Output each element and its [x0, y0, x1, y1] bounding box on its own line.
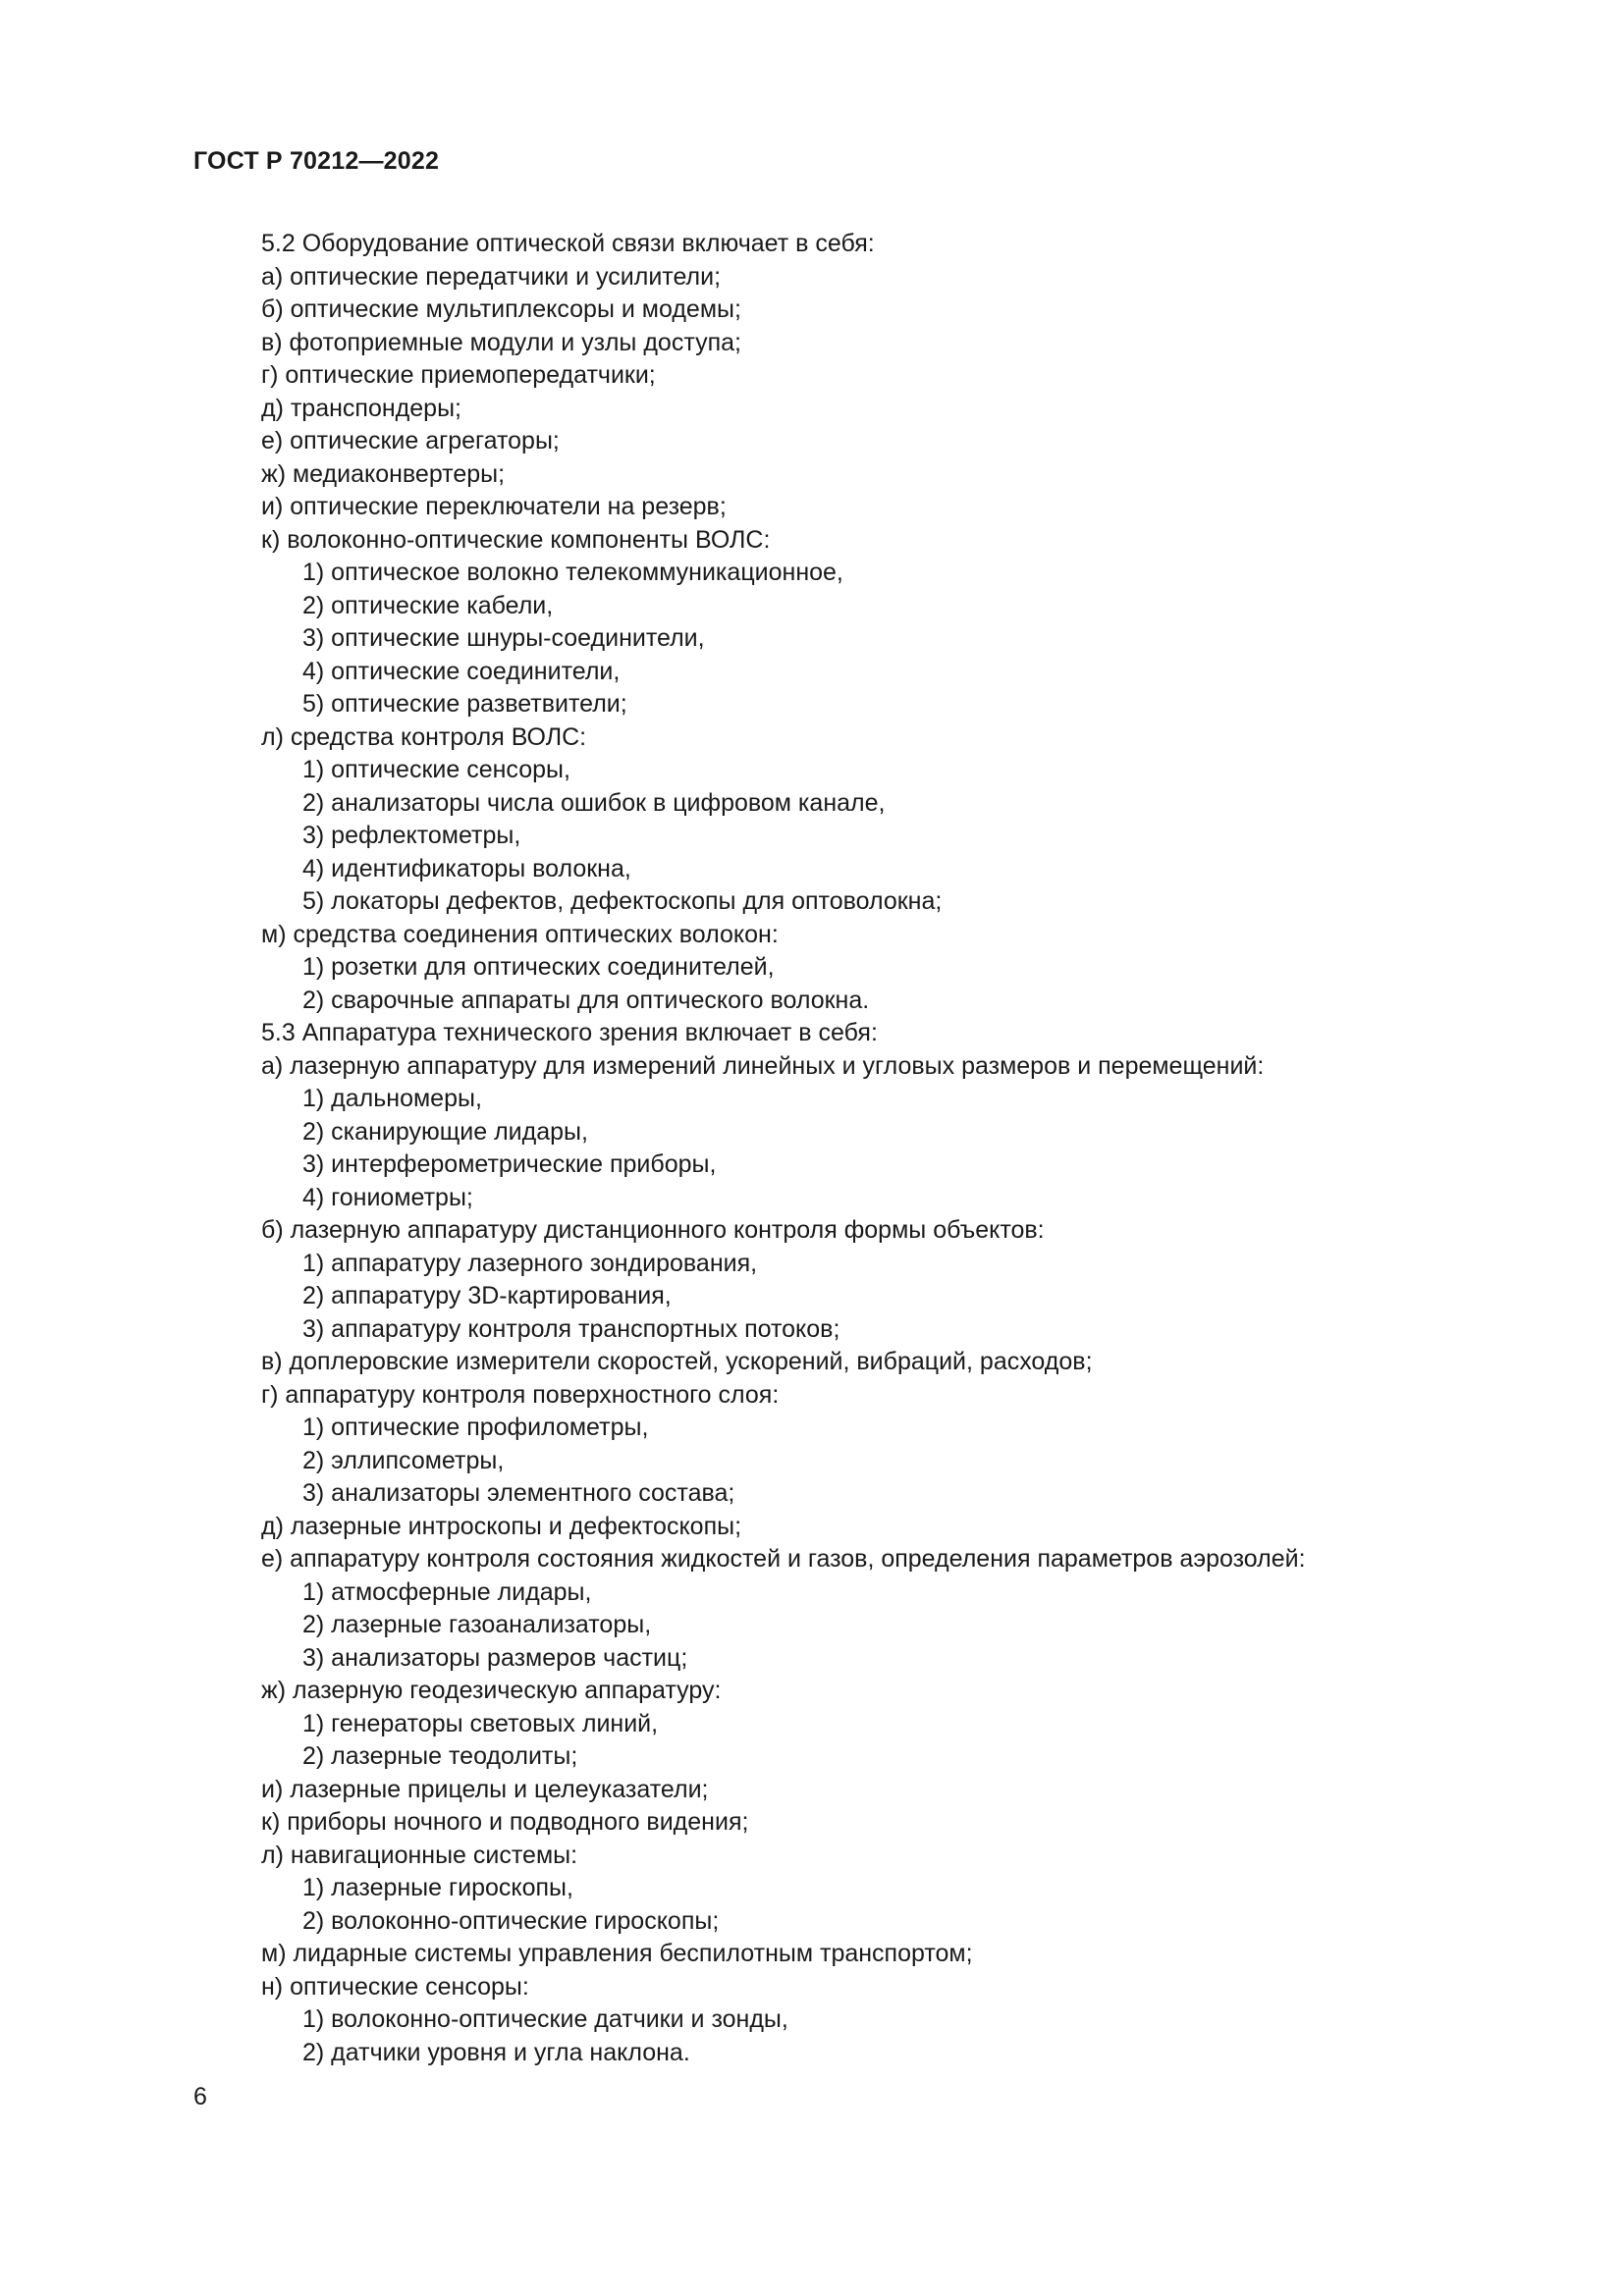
list-subitem: 1) дальномеры,	[302, 1085, 482, 1112]
document-header: ГОСТ Р 70212—2022	[193, 147, 440, 175]
list-item: е) аппаратуру контроля состояния жидкостей и газов, определения параметров аэрозолей:	[261, 1545, 1306, 1573]
list-item: м) средства соединения оптических волокон:	[261, 920, 779, 948]
list-item: 5.3 Аппаратура технического зрения включает в себя:	[261, 1019, 878, 1046]
list-subitem: 3) аппаратуру контроля транспортных потоков;	[302, 1314, 840, 1343]
list-subitem: 1) атмосферные лидары,	[302, 1577, 592, 1606]
list-subitem: 2) лазерные теодолиты;	[302, 1742, 578, 1770]
list-item: а) оптические передатчики и усилители;	[261, 262, 722, 291]
list-subitem: 1) волоконно-оптические датчики и зонды,	[302, 2005, 788, 2033]
list-subitem: 3) оптические шнуры-соединители,	[302, 624, 705, 652]
list-item: г) аппаратуру контроля поверхностного слоя:	[261, 1380, 780, 1409]
list-subitem: 1) лазерные гироскопы,	[302, 1874, 573, 1901]
list-subitem: 1) генераторы световых линий,	[302, 1709, 659, 1737]
list-subitem: 2) аппаратуру 3D-картирования,	[302, 1282, 672, 1309]
list-subitem: 5) оптические разветвители;	[302, 690, 627, 718]
list-subitem: 1) аппаратуру лазерного зондирования,	[302, 1249, 758, 1277]
list-item: к) волоконно-оптические компоненты ВОЛС:	[261, 525, 771, 554]
list-subitem: 2) сканирующие лидары,	[302, 1117, 588, 1146]
document-body	[261, 228, 1469, 2069]
list-subitem: 1) оптическое волокно телекоммуникационное,	[302, 559, 843, 586]
list-subitem: 4) гониометры;	[302, 1183, 473, 1211]
list-subitem: 2) волоконно-оптические гироскопы;	[302, 1906, 720, 1935]
list-subitem: 5) локаторы дефектов, дефектоскопы для оптоволокна;	[302, 887, 943, 915]
list-item: 5.2 Оборудование оптической связи включает в себя:	[261, 230, 875, 257]
list-item: а) лазерную аппаратуру для измерений линейных и угловых размеров и перемещений:	[261, 1051, 1265, 1080]
list-subitem: 3) интерферометрические приборы,	[302, 1150, 717, 1178]
list-item: д) лазерные интроскопы и дефектоскопы;	[261, 1512, 742, 1540]
list-subitem: 3) анализаторы размеров частиц;	[302, 1643, 688, 1672]
list-item: н) оптические сенсоры:	[261, 1972, 529, 2001]
list-item: и) лазерные прицелы и целеуказатели;	[261, 1775, 709, 1803]
list-subitem: 4) идентификаторы волокна,	[302, 854, 631, 882]
list-item: ж) медиаконвертеры;	[261, 459, 506, 488]
list-item: б) лазерную аппаратуру дистанционного контроля формы объектов:	[261, 1216, 1045, 1244]
list-subitem: 3) рефлектометры,	[302, 822, 521, 849]
list-subitem: 2) сварочные аппараты для оптического волокна.	[302, 986, 870, 1014]
list-subitem: 4) оптические соединители,	[302, 657, 621, 685]
list-subitem: 2) лазерные газоанализаторы,	[302, 1611, 652, 1638]
list-item: ж) лазерную геодезическую аппаратуру:	[261, 1677, 722, 1704]
list-subitem: 2) оптические кабели,	[302, 591, 554, 619]
list-subitem: 1) оптические профилометры,	[302, 1414, 649, 1441]
list-item: м) лидарные системы управления беспилотным транспортом;	[261, 1940, 973, 1967]
list-subitem: 1) розетки для оптических соединителей,	[302, 953, 775, 981]
list-item: г) оптические приемопередатчики;	[261, 361, 656, 389]
list-item: л) средства контроля ВОЛС:	[261, 722, 587, 751]
list-subitem: 3) анализаторы элементного состава;	[302, 1479, 735, 1507]
list-subitem: 2) эллипсометры,	[302, 1446, 505, 1474]
list-subitem: 2) анализаторы числа ошибок в цифровом канале,	[302, 788, 886, 817]
list-subitem: 2) датчики уровня и угла наклона.	[302, 2038, 690, 2066]
list-item: к) приборы ночного и подводного видения;	[261, 1808, 749, 1836]
list-item: б) оптические мультиплексоры и модемы;	[261, 295, 741, 323]
list-item: е) оптические агрегаторы;	[261, 427, 560, 454]
list-item: л) навигационные системы:	[261, 1841, 578, 1869]
list-item: в) фотоприемные модули и узлы доступа;	[261, 328, 741, 356]
list-item: в) доплеровские измерители скоростей, ускорений, вибраций, расходов;	[261, 1348, 1093, 1375]
list-item: д) транспондеры;	[261, 394, 461, 422]
page-number: 6	[193, 2083, 207, 2110]
list-item: и) оптические переключатели на резерв;	[261, 493, 727, 520]
list-subitem: 1) оптические сенсоры,	[302, 756, 570, 783]
